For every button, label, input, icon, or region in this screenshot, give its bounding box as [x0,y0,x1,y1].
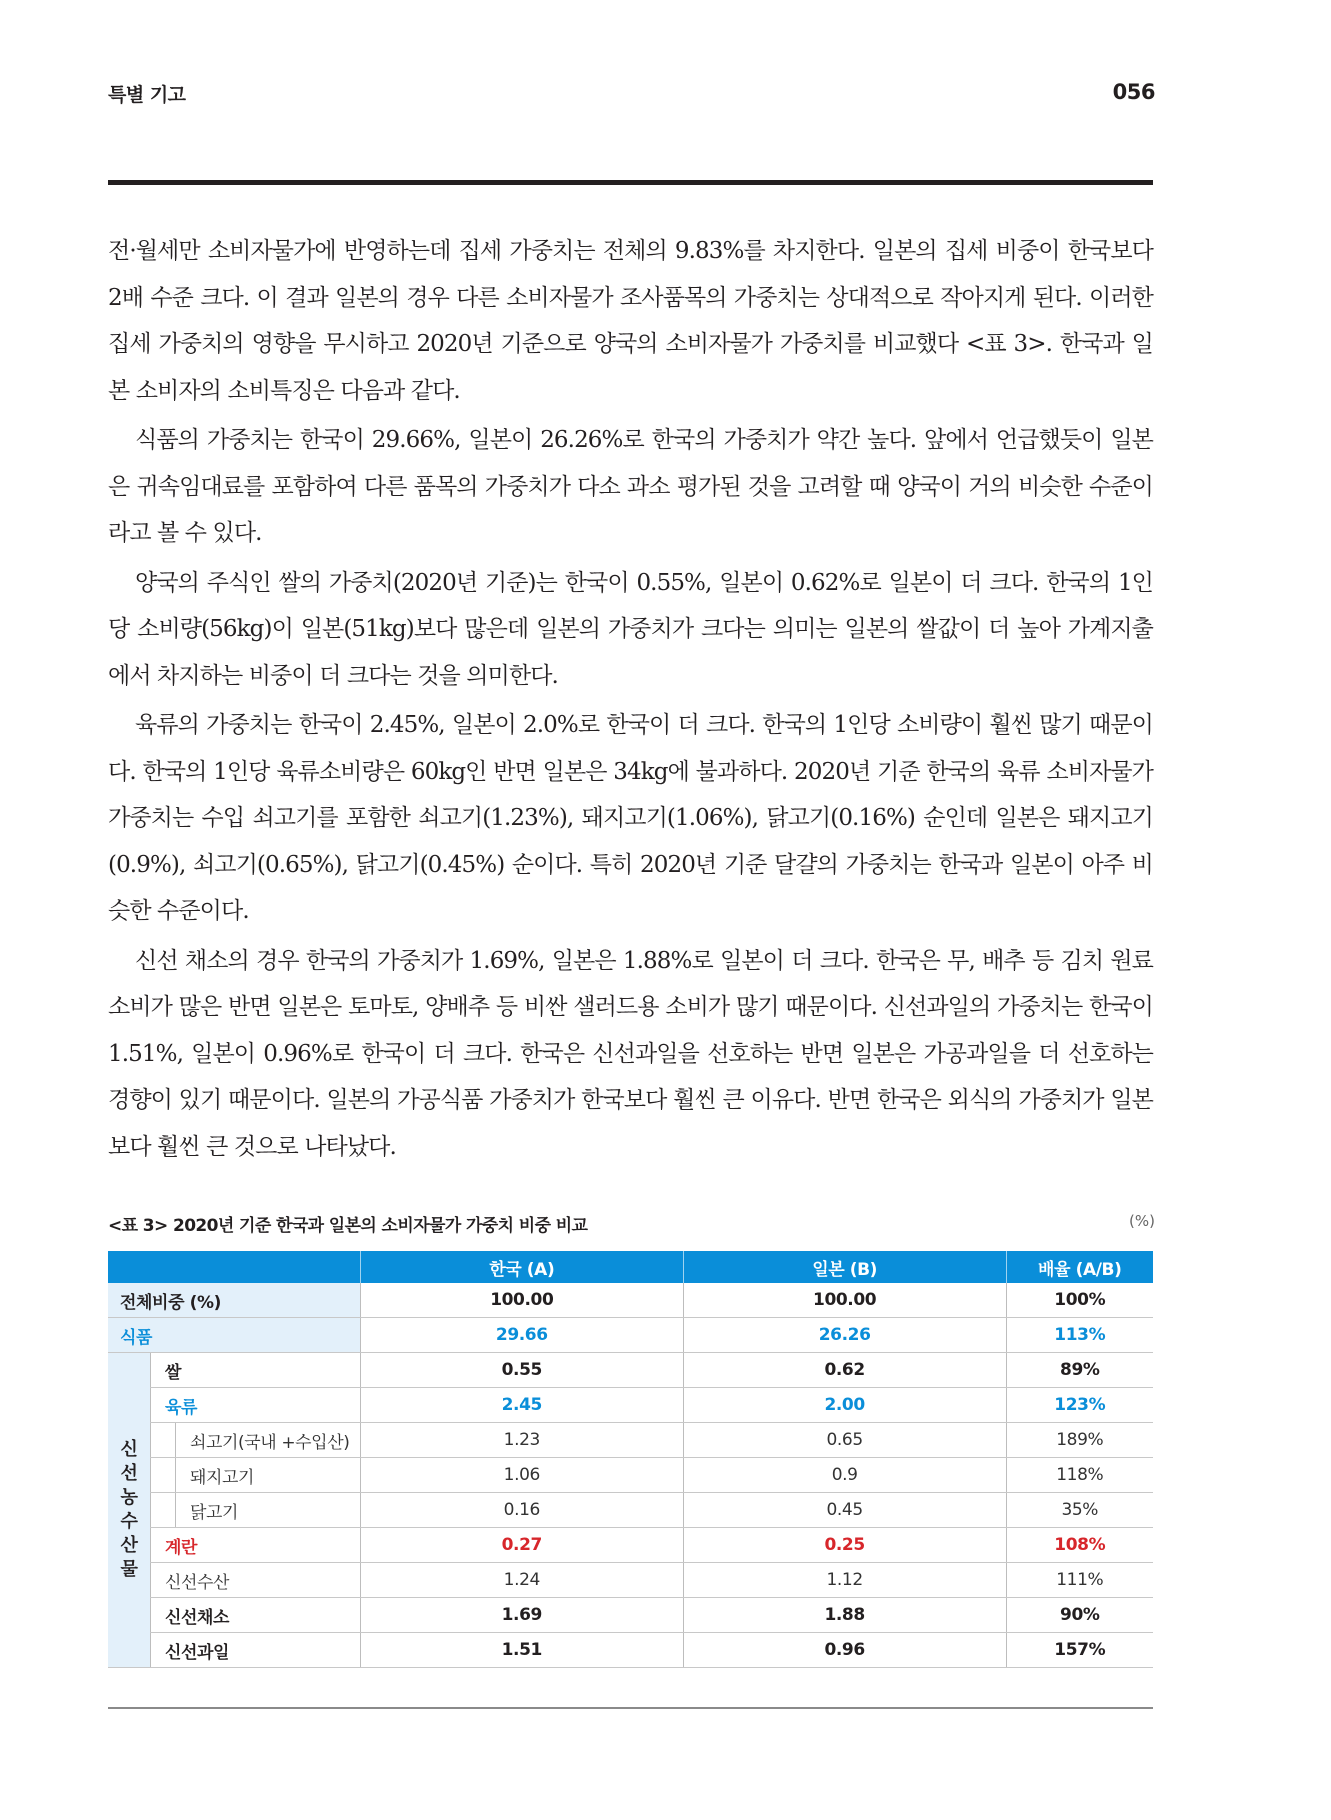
row-label: 쌀 [150,1353,360,1388]
korea-value: 29.66 [360,1318,683,1353]
ratio-value: 113% [1006,1318,1153,1353]
japan-value: 1.88 [683,1598,1006,1633]
row-label: 돼지고기 [175,1458,360,1493]
ratio-value: 35% [1006,1493,1153,1528]
group-label [108,1353,150,1668]
ratio-value: 123% [1006,1388,1153,1423]
paragraph: 식품의 가중치는 한국이 29.66%, 일본이 26.26%로 한국의 가중치가 약간 높다. 앞에서 언급했듯이 일본은 귀속임대료를 포함하여 다른 품목의 가중치가 다소 과소 평가된 것을 고려할 때 양국이 거의 비슷한 수준이라고 볼 수 있다. [108,427,1153,546]
ratio-value: 118% [1006,1458,1153,1493]
korea-value: 0.55 [360,1353,683,1388]
header-divider [108,180,1153,185]
korea-value: 0.27 [360,1528,683,1563]
ratio-value: 157% [1006,1633,1153,1668]
japan-value: 100.00 [683,1283,1006,1318]
korea-value: 1.24 [360,1563,683,1598]
row-label: 식품 [108,1318,360,1353]
korea-value: 1.69 [360,1598,683,1633]
table-unit: (%) [1129,1212,1155,1230]
table-row [108,1633,1153,1668]
table-row [108,1563,1153,1598]
row-label: 계란 [150,1528,360,1563]
japan-value: 2.00 [683,1388,1006,1423]
ratio-value: 189% [1006,1423,1153,1458]
row-label: 전체비중 (%) [108,1283,360,1318]
row-label: 신선수산 [150,1563,360,1598]
japan-value: 1.12 [683,1563,1006,1598]
ratio-value: 100% [1006,1283,1153,1318]
table-header-row [108,1251,1153,1283]
paragraph: 전·월세만 소비자물가에 반영하는데 집세 가중치는 전체의 9.83%를 차지한다. 일본의 집세 비중이 한국보다 2배 수준 크다. 이 결과 일본의 경우 다른 소비자물가 조사품목의 가중치는 상대적으로 작아지게 된다. 이러한 집세 가중치의 영향을 무시하고 2020년 기준으로 양국의 소비자물가 가중치를 비교했다 <표 3>. 한국과 일본 소비자의 소비특징은 다음과 같다. [108,238,1153,404]
page-number: 056 [1112,80,1155,104]
korea-value: 0.16 [360,1493,683,1528]
paragraph: 양국의 주식인 쌀의 가중치(2020년 기준)는 한국이 0.55%, 일본이 0.62%로 일본이 더 크다. 한국의 1인당 소비량(56kg)이 일본(51kg)보다 많은데 일본의 가중치가 크다는 의미는 일본의 쌀값이 더 높아 가계지출에서 차지하는 비중이 더 크다는 것을 의미한다. [108,569,1153,689]
korea-value: 1.23 [360,1423,683,1458]
table-row [108,1283,1153,1318]
japan-value: 0.45 [683,1493,1006,1528]
indent-spacer [150,1458,175,1493]
header-ratio: 배율 (A/B) [1006,1251,1153,1283]
table-caption: <표 3> 2020년 기준 한국과 일본의 소비자물가 가중치 비중 비교 [108,1216,588,1236]
japan-value: 26.26 [683,1318,1006,1353]
korea-value: 1.06 [360,1458,683,1493]
table-row [108,1493,1153,1528]
table-row [108,1423,1153,1458]
section-title: 특별 기고 [108,84,186,106]
indent-spacer [150,1493,175,1528]
table-row [108,1318,1153,1353]
korea-value: 2.45 [360,1388,683,1423]
weight-comparison-table [108,1251,1153,1668]
header-japan: 일본 (B) [683,1251,1006,1283]
japan-value: 0.96 [683,1633,1006,1668]
ratio-value: 89% [1006,1353,1153,1388]
group-label-text: 신선농수산물 [120,1439,138,1580]
indent-spacer [150,1423,175,1458]
footer-divider [108,1707,1153,1709]
row-label: 신선과일 [150,1633,360,1668]
row-label: 육류 [150,1388,360,1423]
paragraph: 신선 채소의 경우 한국의 가중치가 1.69%, 일본은 1.88%로 일본이 더 크다. 한국은 무, 배추 등 김치 원료 소비가 많은 반면 일본은 토마토, 양배추 등 비싼 샐러드용 소비가 많기 때문이다. 신선과일의 가중치는 한국이 1.51%, 일본이 0.96%로 한국이 더 크다. 한국은 신선과일을 선호하는 반면 일본은 가공과일을 더 선호하는 경향이 있기 때문이다. 일본의 가공식품 가중치가 한국보다 훨씬 큰 이유다. 반면 한국은 외식의 가중치가 일본보다 훨씬 큰 것으로 나타났다. [108,947,1153,1160]
article-body [108,228,1153,1173]
header-label-cell [108,1251,360,1283]
ratio-value: 111% [1006,1563,1153,1598]
korea-value: 1.51 [360,1633,683,1668]
row-label: 신선채소 [150,1598,360,1633]
japan-value: 0.25 [683,1528,1006,1563]
japan-value: 0.62 [683,1353,1006,1388]
row-label: 쇠고기(국내 +수입산) [175,1423,360,1458]
table-row [108,1598,1153,1633]
korea-value: 100.00 [360,1283,683,1318]
ratio-value: 108% [1006,1528,1153,1563]
row-label: 닭고기 [175,1493,360,1528]
table-row [108,1388,1153,1423]
table-row [108,1528,1153,1563]
paragraph: 육류의 가중치는 한국이 2.45%, 일본이 2.0%로 한국이 더 크다. 한국의 1인당 소비량이 훨씬 많기 때문이다. 한국의 1인당 육류소비량은 60kg인 반면 일본은 34kg에 불과하다. 2020년 기준 한국의 육류 소비자물가 가중치는 수입 쇠고기를 포함한 쇠고기(1.23%), 돼지고기(1.06%), 닭고기(0.16%) 순인데 일본은 돼지고기(0.9%), 쇠고기(0.65%), 닭고기(0.45%) 순이다. 특히 2020년 기준 달걀의 가중치는 한국과 일본이 아주 비슷한 수준이다. [108,712,1153,924]
ratio-value: 90% [1006,1598,1153,1633]
japan-value: 0.9 [683,1458,1006,1493]
table-row [108,1458,1153,1493]
japan-value: 0.65 [683,1423,1006,1458]
header-korea: 한국 (A) [360,1251,683,1283]
table-row [108,1353,1153,1388]
